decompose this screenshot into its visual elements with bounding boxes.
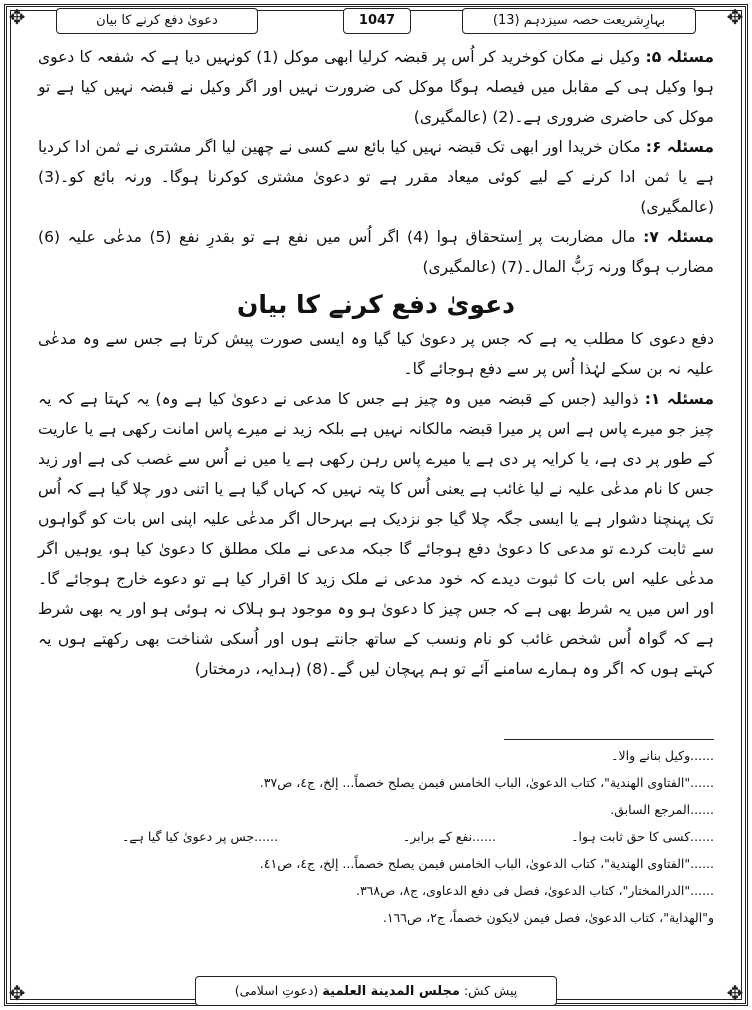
footnote-1: ......وکیل بنانے والا۔ xyxy=(611,748,714,763)
section-title: دعویٰ دفع کرنے کا بیان xyxy=(237,290,515,319)
header-chapter-title: دعویٰ دفع کرنے کا بیان xyxy=(56,8,258,34)
footer-suffix: (دعوتِ اسلامی) xyxy=(234,983,319,998)
paragraph-masala-5 xyxy=(38,42,714,132)
corner-ornament-icon: ✥ xyxy=(726,981,744,1005)
page-number: 1047 xyxy=(343,8,411,34)
masala-text: ذوالید (جس کے قبضہ میں وہ چیز ہے جس کا مدعی نے دعویٰ کیا ہے وہ) یہ کہتا ہے کہ یہ چیز جو میرے پاس ہے اس پر میرا قبضہ مالکانہ نہیں ہے بلکہ زید نے میرے پاس امانت رکھی ہے یا عاریت کے طور پر دی ہے، یا کرایہ پر دی ہے یا میرے پاس رہن رکھی ہے یا میں نے اُس سے غصب کی ہے اور زید جس کا نام مدعٰی علیہ نے لیا غائب ہے یعنی اُس کا پتہ نہیں کہ کہاں گیا ہے یا اتنی دور چلا گیا ہے کہ اُس تک پہنچنا دشوار ہے یا ایسی جگہ چلا گیا جو نزدیک ہے بہرحال اگر مدعٰی علیہ اپنی اس بات کو گواہوں سے ثابت کردے تو مدعی کا دعویٰ دفع ہوجائے گا جبکہ مدعی نے ملک مطلق کا دعویٰ کیا ہو، یوہیں اگر مدعٰی علیہ اس بات کا ثبوت دیدے کہ خود مدعی نے ملک زید کا اقرار کیا ہے تو دعوے خارج ہوجائے گا۔ اور اس میں یہ شرط بھی ہے کہ جس چیز کا دعویٰ ہو وہ موجود ہو ہلاک نہ ہوئی ہو اور یہ بھی شرط ہے کہ گواہ اُس شخص غائب کو نام ونسب کے ساتھ جانتے ہوں اور اُسکی شناخت بھی رکھتے ہوں یہ کہتے ہوں کہ اگر وہ ہمارے سامنے آئے تو ہم پہچان لیں گے۔(8) (ہدایہ، درمختار) xyxy=(38,390,714,678)
footnote-8b: و"الهدایة"، کتاب الدعویٰ، فصل فیمن لایکون خصماً، ج٢، ص١٦٦. xyxy=(382,910,714,925)
footer-organization: مجلس المدینة العلمیة xyxy=(322,984,460,999)
footnote-3: ......المرجع السابق. xyxy=(610,802,714,817)
footer-prefix: پیش کش: xyxy=(463,983,518,998)
intro-paragraph: دفع دعوی کا مطلب یہ ہے کہ جس پر دعویٰ کیا گیا وہ ایسی صورت پیش کرتا ہے جس سے وہ مدعٰی علیہ نہ بن سکے لہٰذا اُس پر سے دفع ہوجائے گا۔ xyxy=(38,330,714,378)
corner-ornament-icon: ✥ xyxy=(8,5,26,29)
masala-text: مکان خریدا اور ابھی تک قبضہ نہیں کیا بائع سے کسی نے چھین لیا اگر مشتری نے ثمن ادا کردیا ہے یا ثمن ادا کرنے کے لیے کوئی میعاد مقرر ہے تو دعویٰ مشتری کوکرنا ہوگا۔ ورنہ بائع کو۔(3) (عالمگیری) xyxy=(38,138,714,216)
masala-label: مسئلہ ۱: xyxy=(644,390,714,408)
footnote-5: ......نفع کے برابر۔ xyxy=(402,829,496,844)
masala-label: مسئلہ ۷: xyxy=(643,228,714,246)
header-book-title: بہارِشریعت حصہ سیزدہم (13) xyxy=(462,8,696,34)
paragraph-masala-1 xyxy=(38,384,714,684)
masala-label: مسئلہ ۵: xyxy=(645,48,714,66)
footnotes xyxy=(60,742,714,931)
paragraph-masala-6 xyxy=(38,132,714,222)
masala-text: مال مضاربت پر اِستحقاق ہوا (4) اگر اُس میں نفع ہے تو بقدرِ نفع (5) مدعٰی علیہ (6) مضارب ہوگا ورنہ رَبُّ المال۔(7) (عالمگیری) xyxy=(38,228,714,276)
footnote-6: ......جس پر دعویٰ کیا گیا ہے۔ xyxy=(121,829,278,844)
footnote-4: ......کسی کا حق ثابت ہوا۔ xyxy=(571,829,714,844)
publisher-footer xyxy=(195,976,557,1006)
paragraph-masala-7 xyxy=(38,222,714,282)
corner-ornament-icon: ✥ xyxy=(726,5,744,29)
footnote-row xyxy=(60,823,714,850)
corner-ornament-icon: ✥ xyxy=(8,981,26,1005)
masala-label: مسئلہ ۶: xyxy=(645,138,714,156)
main-text xyxy=(38,42,714,684)
masala-text: وکیل نے مکان کوخرید کر اُس پر قبضہ کرلیا ابھی موکل (1) کونہیں دیا ہے کہ شفعہ کا دعوی ہوا وکیل ہی کے مقابل میں فیصلہ ہوگا موکل کی ضرورت نہیں اور اگر وکیل نے قبضہ نہیں کیا ہے تو موکل کی حاضری ضروری ہے۔(2) (عالمگیری) xyxy=(38,48,714,126)
footnote-divider xyxy=(504,739,714,740)
footnote-2: ......"الفتاوی الهندیة"، کتاب الدعویٰ، الباب الخامس فیمن یصلح خصماً... إلخ، ج٤، ص٣٧. xyxy=(259,775,714,790)
footnote-8a: ......"الدرالمختار"، کتاب الدعویٰ، فصل فی دفع الدعاوی، ج٨، ص٣٦٨. xyxy=(355,883,714,898)
footnote-7: ......"الفتاوی الهندیة"، کتاب الدعویٰ، الباب الخامس فیمن یصلح خصماً... إلخ، ج٤، ص٤١. xyxy=(259,856,714,871)
